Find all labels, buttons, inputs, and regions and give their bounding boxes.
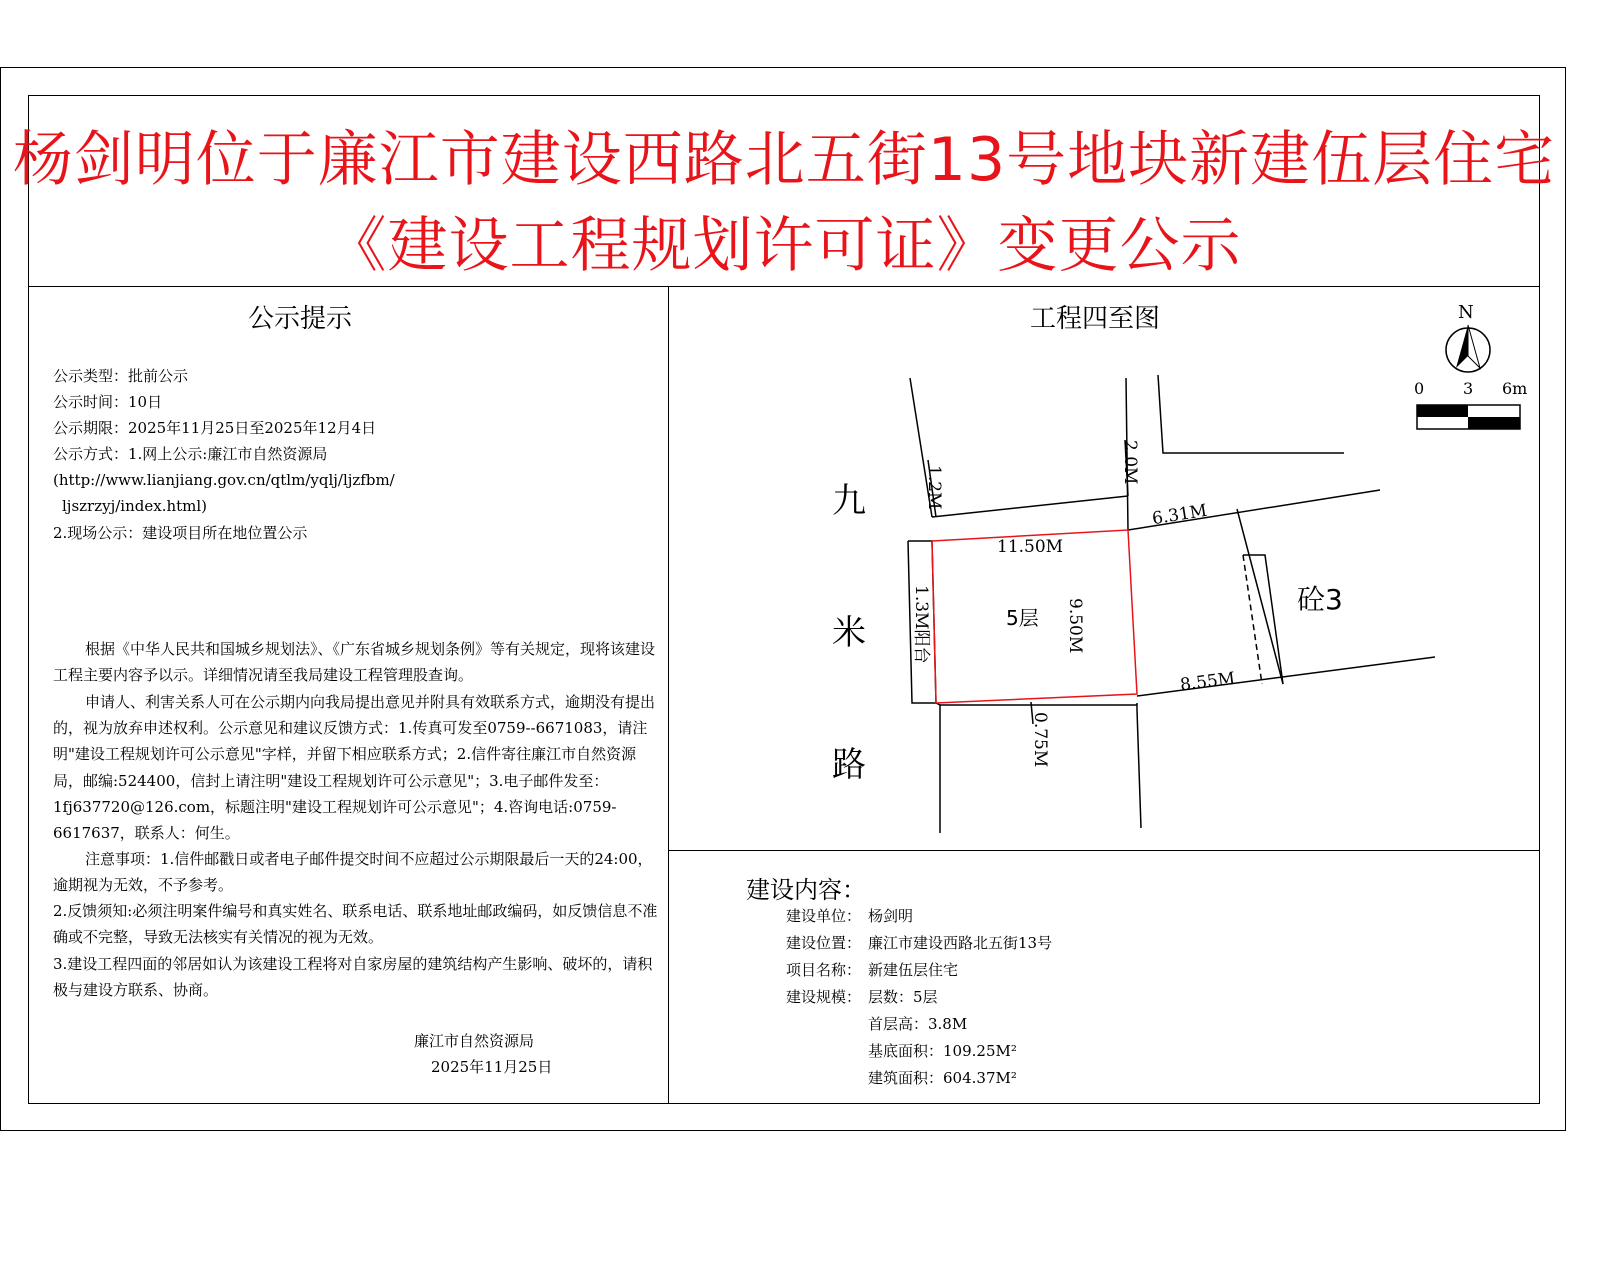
- base-area: 基底面积：109.25M²: [868, 1042, 1017, 1060]
- notice-paragraph-5: 3.建设工程四面的邻居如认为该建设工程将对自家房屋的建筑结构产生影响、破坏的，请积极与建设方联系、协商。: [53, 955, 653, 1000]
- map-heading: 工程四至图: [1030, 304, 1161, 334]
- page-title-line1: 杨剑明位于廉江市建设西路北五街13号地块新建伍层住宅: [12, 125, 1556, 195]
- total-area: 建筑面积：604.37M²: [868, 1069, 1017, 1087]
- neighbor-east-south-wall: [1243, 555, 1283, 684]
- scale-label-3: 3: [1463, 379, 1474, 398]
- neighbor-east-west-wall: [1237, 509, 1283, 684]
- location-value: 廉江市建设西路北五街13号: [868, 934, 1053, 952]
- notice-url-line1[interactable]: (http://www.lianjiang.gov.cn/qtlm/yqlj/ljzfbm/: [53, 471, 395, 489]
- neighbor-east-label: 砼3: [1297, 583, 1343, 616]
- neighbor-east-dashed: [1243, 555, 1262, 684]
- notice-paragraph-4: 2.反馈须知:必须注明案件编号和真实姓名、联系电话、联系地址邮政编码，如反馈信息不准确或不完整，导致无法核实有关情况的视为无效。: [53, 902, 658, 947]
- notice-time: 公示时间：10日: [53, 393, 163, 411]
- plot-outline-south: [936, 703, 940, 833]
- dim-south-gap: 8.55M: [1178, 668, 1237, 696]
- notice-heading: 公示提示: [248, 304, 353, 334]
- scale-label-0: 0: [1414, 379, 1425, 398]
- content-heading: 建设内容：: [746, 876, 866, 904]
- dim-balcony: 1.3M阳台: [911, 585, 931, 664]
- notice-date: 2025年11月25日: [431, 1058, 553, 1076]
- notice-paragraph-2: 申请人、利害关系人可在公示期内向我局提出意见并附具有效联系方式，逾期没有提出的，视为放弃申述权利。公示意见和建议反馈方式：1.传真可发至0759--6671083，请注明"建设工程规划许可公示意见"字样，并留下相应联系方式；2.信件寄往廉江市自然资源局，邮编:524400，信封上请注明"建设工程规划许可公示意见"；3.电子邮件发至：1fj637720@126.com，标题注明"建设工程规划许可公示意见"；4.咨询电话:0759-6617637，联系人：何生。: [53, 693, 656, 843]
- location-label: 建设位置：: [786, 934, 862, 952]
- notice-url-line2[interactable]: ljszrzyj/index.html): [62, 497, 208, 515]
- first-floor-height: 首层高：3.8M: [868, 1015, 968, 1033]
- project-value: 新建伍层住宅: [868, 961, 959, 979]
- notice-period: 公示期限：2025年11月25日至2025年12月4日: [53, 419, 377, 437]
- neighbor-south: [1137, 703, 1141, 828]
- dim-top-setback: 2.0M: [1120, 440, 1140, 485]
- unit-value: 杨剑明: [868, 907, 914, 925]
- dim-bottom-setback: 0.75M: [1030, 712, 1050, 768]
- scale-label: 建设规模：: [786, 988, 862, 1006]
- notice-signer: 廉江市自然资源局: [414, 1032, 535, 1050]
- north-arrow-icon: [1446, 325, 1490, 372]
- notice-method: 公示方式：1.网上公示:廉江市自然资源局: [53, 445, 328, 463]
- road-label-char-3: 路: [832, 745, 866, 785]
- road-label-char-1: 九: [832, 481, 866, 521]
- building-floors-label: 5层: [1006, 606, 1039, 630]
- dim-top-edge: 11.50M: [997, 537, 1064, 557]
- neighbor-northeast: [1158, 375, 1344, 453]
- scale-bar: [1417, 405, 1520, 429]
- project-label: 项目名称：: [786, 961, 862, 979]
- unit-label: 建设单位：: [786, 907, 862, 925]
- setback-line-north: [932, 496, 1128, 517]
- scale-label-6m: 6m: [1502, 379, 1528, 398]
- north-label: N: [1458, 302, 1474, 323]
- floors-value: 层数：5层: [868, 988, 938, 1006]
- notice-type: 公示类型：批前公示: [53, 367, 189, 385]
- dim-left-setback: 1.2M: [924, 465, 944, 510]
- dim-north-gap: 6.31M: [1150, 500, 1209, 530]
- notice-paragraph-3: 注意事项：1.信件邮戳日或者电子邮件提交时间不应超过公示期限最后一天的24:00，逾期视为无效，不予参考。: [53, 850, 653, 895]
- page-title-line2: 《建设工程规划许可证》变更公示: [326, 211, 1242, 281]
- notice-method2: 2.现场公示：建设项目所在地位置公示: [53, 524, 308, 542]
- dim-right-edge: 9.50M: [1065, 598, 1085, 654]
- road-label-char-2: 米: [832, 613, 866, 653]
- notice-paragraph-1: 根据《中华人民共和国城乡规划法》、《广东省城乡规划条例》等有关规定，现将该建设工程主要内容予以示。详细情况请至我局建设工程管理股查询。: [53, 640, 656, 685]
